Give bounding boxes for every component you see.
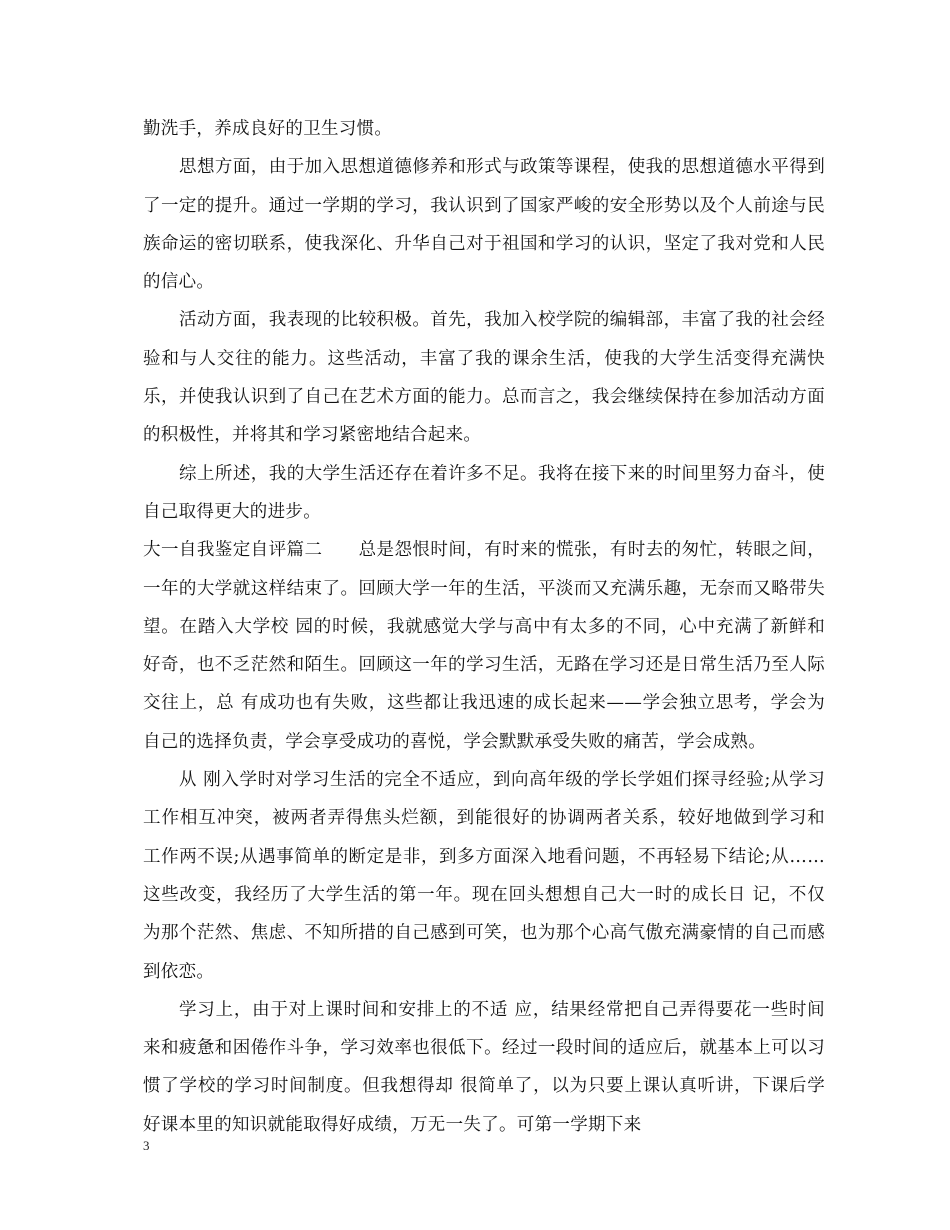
section-heading: 大一自我鉴定自评篇二 (143, 540, 323, 561)
paragraph-changes: 从 刚入学时对学习生活的完全不适应，到向高年级的学长学姐们探寻经验;从学习工作相互冲突，被两者弄得焦头烂额，到能很好的协调两者关系，较好地做到学习和 工作两不误;从遇事简单的断定是非，到多方面深入地看问题，不再轻易下结论;从……这些改变，我经历了大学生活的第一年。现在回头想想自己大一时的成长日 记，不仅为那个茫然、焦虑、不知所措的自己感到可笑，也为那个心高气傲充满豪情的自己而感到依恋。 (143, 770, 825, 982)
page-number: 3 (143, 1138, 150, 1153)
paragraph-hygiene: 勤洗手，养成良好的卫生习惯。 (143, 119, 393, 139)
paragraph-study: 学习上，由于对上课时间和安排上的不适 应，结果经常把自己弄得要花一些时间来和疲惫和困倦作斗争，学习效率也很低下。经过一段时间的适应后，就基本上可以习惯了学校的学习时间制度。但我想得却 很简单了，以为只要上课认真听讲，下课后学好课本里的知识就能取得好成绩，万无一失了。可第一学期下来 (143, 999, 825, 1135)
paragraph-activity: 活动方面，我表现的比较积极。首先，我加入校学院的编辑部，丰富了我的社会经验和与人交往的能力。这些活动，丰富了我的课余生活，使我的大学生活变得充满快乐，并使我认识到了自己在艺术方面的能力。总而言之，我会继续保持在参加活动方面的积极性，并将其和学习紧密地结合起来。 (143, 310, 825, 446)
paragraph-summary: 综上所述，我的大学生活还存在着许多不足。我将在接下来的时间里努力奋斗，使自己取得更大的进步。 (143, 463, 825, 522)
paragraph-thought: 思想方面，由于加入思想道德修养和形式与政策等课程，使我的思想道德水平得到了一定的提升。通过一学期的学习，我认识到了国家严峻的安全形势以及个人前途与民族命运的密切联系，使我深化、升华自己对于祖国和学习的认识，坚定了我对党和人民的信心。 (143, 157, 825, 293)
document-body (143, 110, 825, 1144)
section-two-paragraph (143, 531, 825, 761)
section-intro-text: 总是怨恨时间，有时来的慌张，有时去的匆忙，转眼之间，一年的大学就这样结束了。回顾大学一年的生活，平淡而又充满乐趣，无奈而又略带失望。在踏入大学校 园的时候，我就感觉大学与高中有太多的不同，心中充满了新鲜和好奇，也不乏茫然和陌生。回顾这一年的学习生活，无路在学习还是日常生活乃至人际交往上，总 有成功也有失败，这些都让我迅速的成长起来——学会独立思考，学会为自己的选择负责，学会享受成功的喜悦，学会默默承受失败的痛苦，学会成熟。 (143, 540, 825, 752)
